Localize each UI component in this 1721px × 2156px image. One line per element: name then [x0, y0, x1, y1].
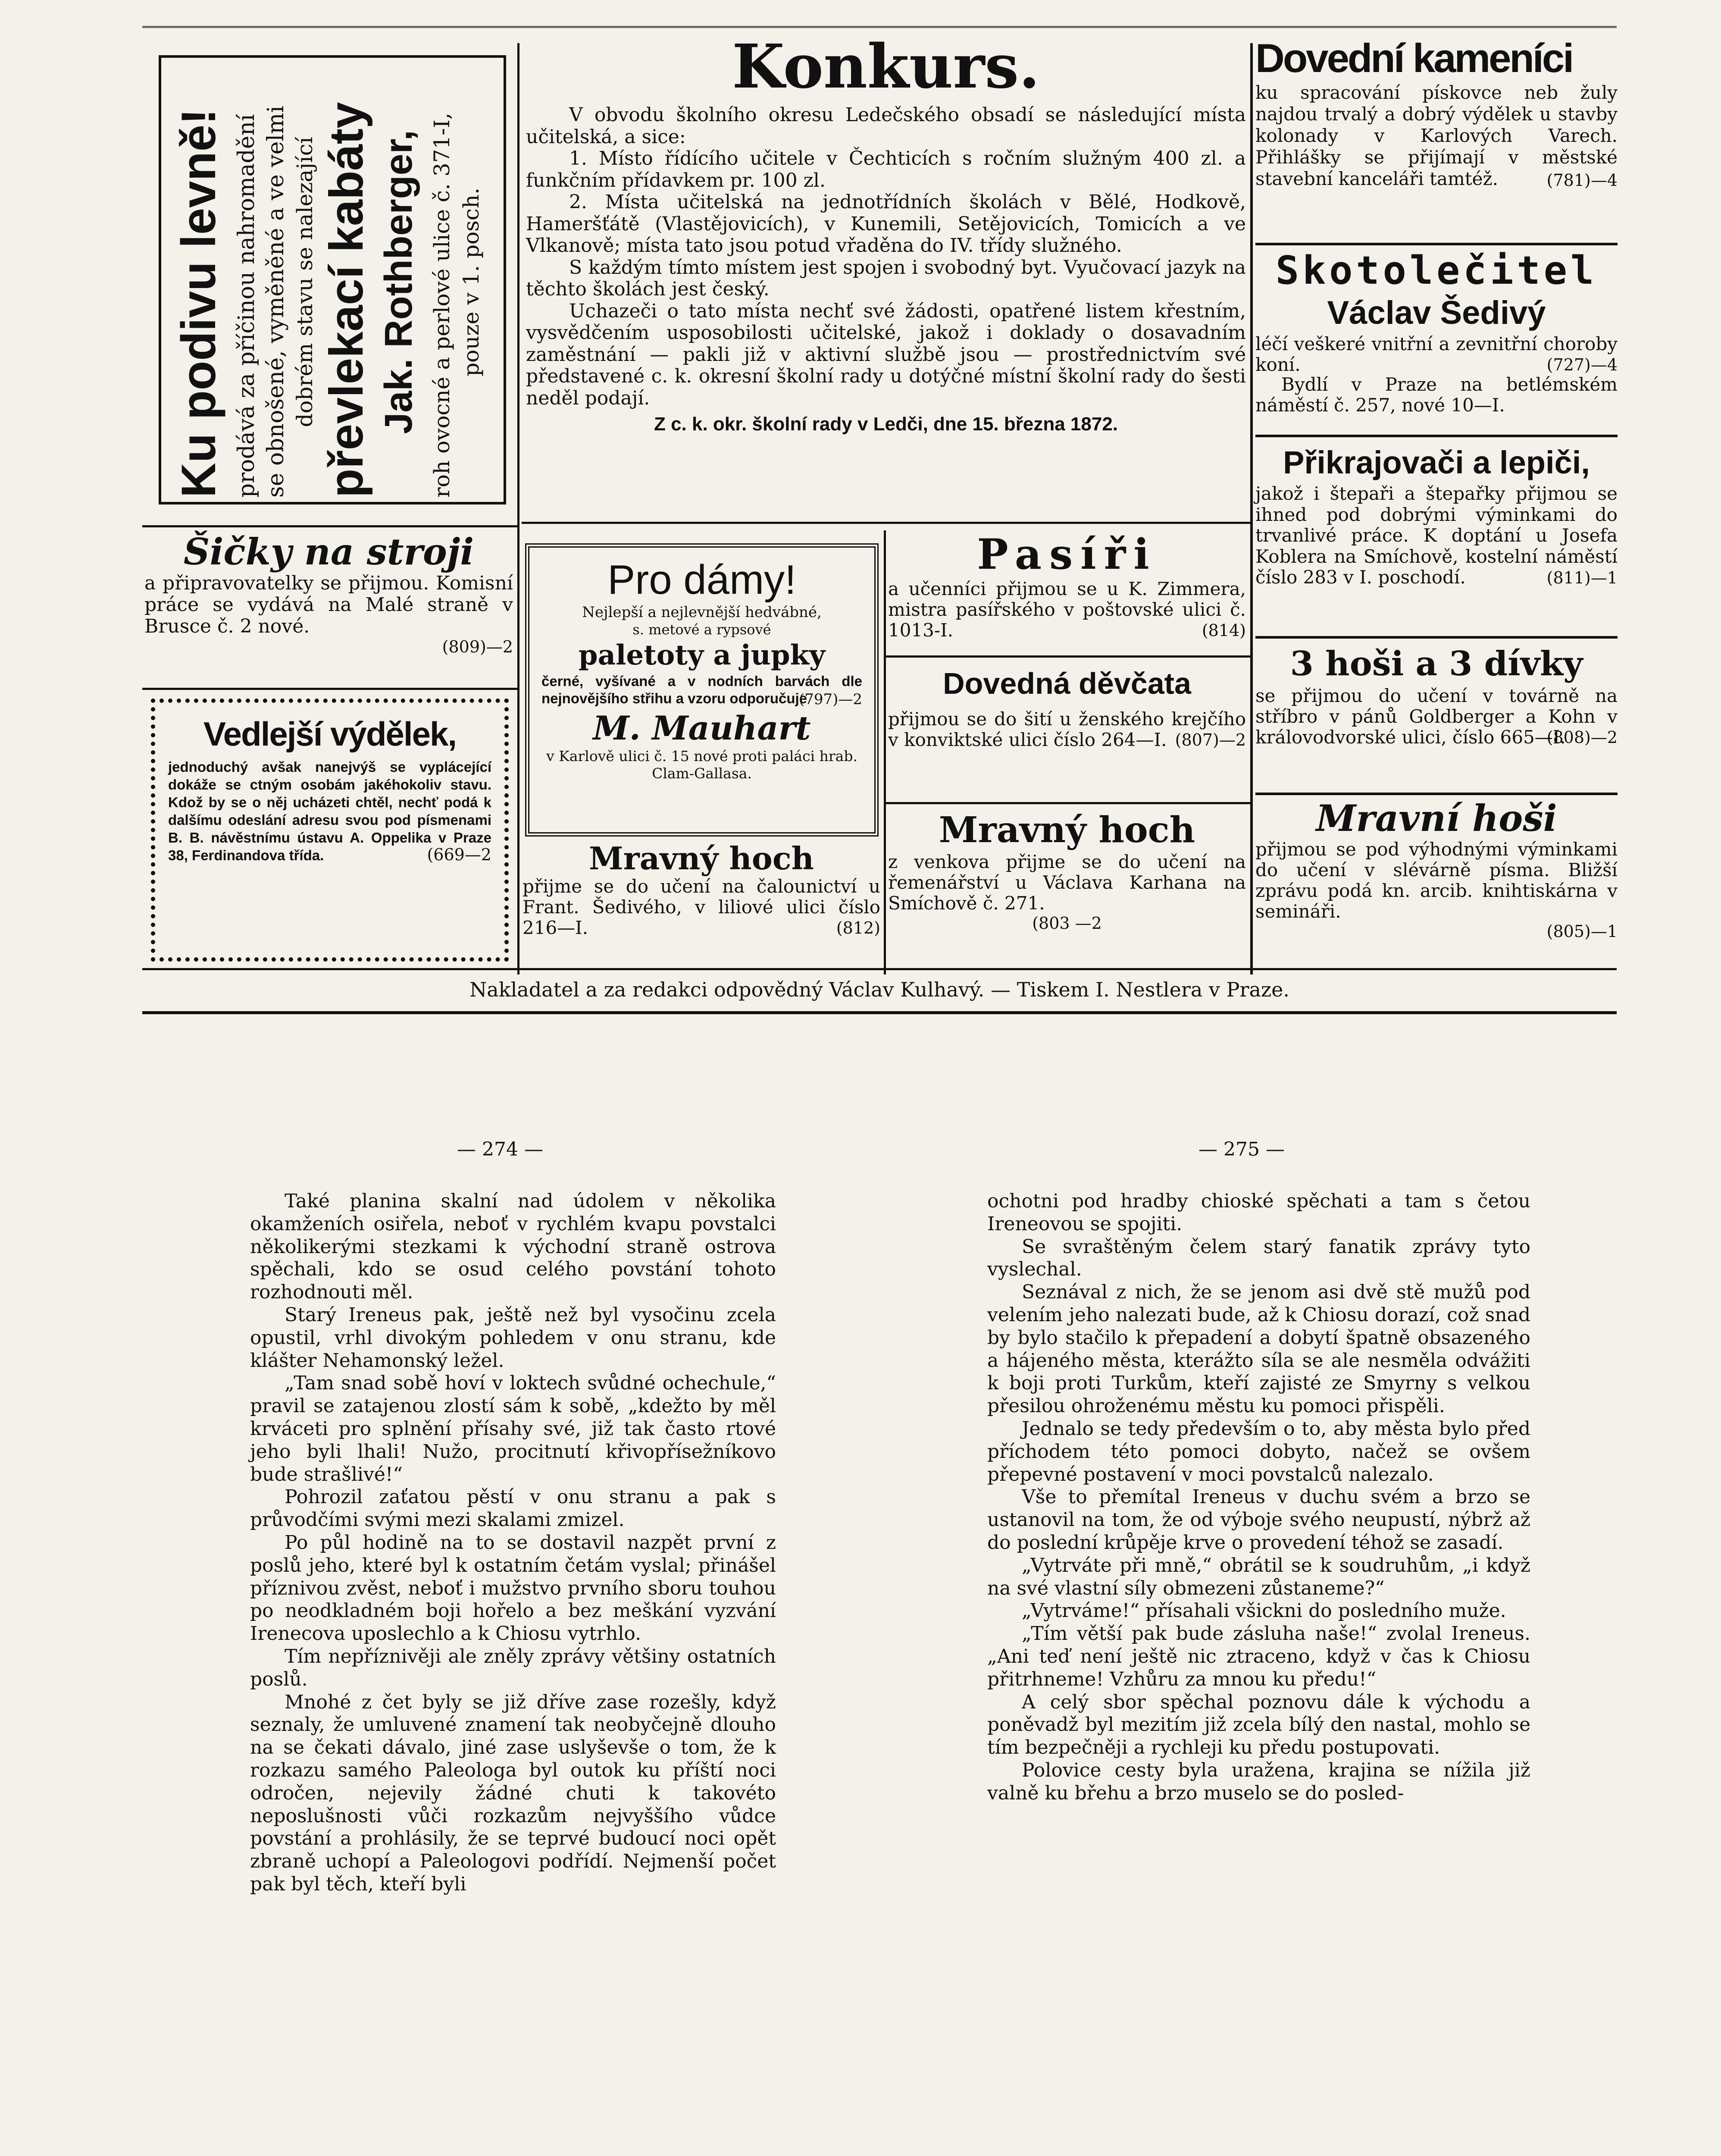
pro-damy-code: (797)—2 — [798, 691, 862, 708]
pasiri-body: a učenníci přijmou se u K. Zimmera, mistra pasířského v poštovské ulici č. 1013-I. — [888, 578, 1246, 641]
right-paragraph: „Vytrváme!“ přísahali všickni do posledního muže. — [1022, 1600, 1506, 1622]
footer-rule-bottom — [142, 1011, 1617, 1014]
right-paragraph: Seznával z nich, že se jenom asi dvě stě mužů pod velením jeho nalezati bude, až k Chiosu dorazí, což snad by bylo stačilo k přepadení a dobytí špatně obsazeného a hájeného města, kterážto síla se ale nesměla odvážiti k boji proti Turkům, kteří zajisté ze Smyrny s velkou přesilou ohroženému městu ku pomoci přispěli. — [987, 1281, 1530, 1417]
mravny-hoch-1-ad — [523, 841, 880, 966]
skotolecitel-ad — [1255, 249, 1618, 430]
right-paragraph: „Tím větší pak bude zásluha naše!“ zvolal Ireneus. „Ani teď není ještě nic ztraceno, když v čas k Chiosu přitrhneme! Vzhůru za mnou ku předu!“ — [987, 1623, 1530, 1690]
column-divider-3 — [1250, 43, 1253, 975]
right-paragraph: Se svraštěným čelem starý fanatik zprávy tyto vyslechal. — [987, 1235, 1530, 1281]
left-paragraph: Také planina skalní nad údolem v několika okamženích osiřela, neboť v rychlém kvapu povstalci několikerými stezkami k východní straně ostrova spěchali, kdo se osud celého povstání tohoto rozhodnouti měl. — [250, 1190, 776, 1304]
right-paragraph: „Vytrváte při mně,“ obrátil se k soudruhům, „i když na své vlastní síly obmezeni zůstaneme?“ — [987, 1554, 1530, 1599]
hosi-divky-title: 3 hoši a 3 dívky — [1290, 644, 1583, 683]
konkurs-bottom-rule — [522, 522, 1250, 524]
column-divider-2 — [884, 530, 886, 975]
vedlejsi-ad — [151, 699, 509, 962]
vedlejsi-body: jednoduchý avšak nanejvýš se vyplácející dokáže se ctným osobám jakéhokoliv stavu. Kdož by se o něj ucházeti chtěl, nechť podá k dalšímu odeslání adresu svou pod písmenami B. B. návěstnímu ústavu A. Oppelika v Praze 38, Ferdinandova třída. — [168, 759, 491, 863]
vedlejsi-code: (669—2 — [427, 845, 491, 864]
ku-podivu-name: Jak. Rothberger, — [377, 130, 420, 434]
skotolecitel-addr: Bydlí v Praze na betlémském náměstí č. 257, nové 10—I. — [1255, 374, 1618, 416]
pro-damy-line2: s. metové a rypsové — [632, 621, 771, 638]
dovedna-rule — [886, 802, 1250, 804]
konkurs-instructions: Uchazeči o tato místa nechť své žádosti, opatřené listem křestním, vysvědčením usposobilosti učitelské, jakož i doklady o dosavadním zaměstnání — pakli již v aktivní službě jsou — prostřednictvím své představené c. k. okresní školní rady u dotýčné místní školní rady do šesti neděl podají. — [526, 300, 1246, 409]
mravni-hosi-body: přijmou se pod výhodnými výminkami do učení v slévárně písma. Bližší zprávu podá kn. arcib. knihtiskárna v semináři. — [1255, 839, 1618, 922]
dovedna-code: (807)—2 — [1175, 730, 1246, 749]
mravni-hosi-code: (805)—1 — [1546, 922, 1618, 941]
hosi-divky-ad — [1255, 642, 1618, 789]
ku-podivu-ad — [159, 55, 506, 505]
pro-damy-addr: v Karlově ulici č. 15 nové proti paláci hrab. Clam-Gallasa. — [546, 748, 857, 782]
skotolecitel-body: léčí veškeré vnitřní a zevnitřní choroby koní. — [1255, 333, 1618, 375]
kamenici-ad — [1255, 34, 1618, 241]
skotolecitel-name: Václav Šedivý — [1327, 295, 1546, 331]
prikrajovaci-body: jakož i štepaři a štepařky přijmou se ihned pod dobrými výminkami do trvanlivé práce. K doptání u Josefa Koblera na Smíchově, kostelní náměstí číslo 283 v I. poschodí. — [1255, 483, 1618, 588]
pro-damy-title: Pro dámy! — [607, 557, 796, 603]
skotolecitel-code: (727)—4 — [1546, 355, 1618, 374]
right-paragraph: Jednalo se tedy především o to, aby města bylo před příchodem této pomoci dobyto, načež se ovšem přepevné postavení v moci povstalců nalezalo. — [987, 1417, 1530, 1485]
sicky-ad — [144, 531, 513, 682]
kamenici-body: ku spracování pískovce neb žuly najdou trvalý a dobrý výdělek u stavby kolonady v Karlových Varech. Přihlášky se přijímají v městské stavební kanceláři tamtéž. — [1255, 82, 1618, 189]
sicky-rule-top — [142, 525, 517, 527]
kamenici-code: (781)—4 — [1546, 171, 1618, 190]
dovedna-body: přijmou se do šití u ženského krejčího v konviktské ulici číslo 264—I. — [888, 708, 1246, 750]
pasiri-code: (814) — [1202, 621, 1246, 640]
hosi-divky-body: se přijmou do učení v továrně na stříbro v pánů Goldberger a Kohn v královodvorské ulici, číslo 665—I. — [1255, 685, 1618, 748]
left-paragraph: Po půl hodině na to se dostavil nazpět první z poslů jeho, které byl k ostatním četám vyslal; přinášel příznivou zvěst, neboť i mužstvo prvního sboru touhou po neodkladném boji hořelo a bez meškání vyzvání Irenecova uposlechlo a k Chiosu vytrhlo. — [250, 1531, 776, 1645]
sicky-body: a připravovatelky se přijmou. Komisní práce se vydává na Malé straně v Brusce č. 2 nové. — [144, 572, 513, 637]
sicky-title: Šičky na stroji — [183, 530, 474, 573]
left-paragraph: „Tam snad sobě hoví v loktech svůdné ochechule,“ pravil se zatajenou zlostí sám k sobě, „kdežto by měl krváceti pro splnění přísahy své, již tak často rtové jeho byli lhali! Nužo, procitnutí křivopřísežníkovo bude strašlivé!“ — [250, 1372, 776, 1485]
vedlejsi-title: Vedlejší výdělek, — [203, 715, 457, 753]
left-page-number: — 274 — — [457, 1138, 543, 1160]
ku-podivu-addr2: pouze v 1. posch. — [459, 188, 484, 376]
mravny-hoch-2-ad — [888, 808, 1246, 964]
pro-damy-body: černé, vyšívané a v nodních barvách dle nejnovějšího střihu a vzoru odporučuje — [541, 673, 862, 706]
left-paragraph: Pohrozil zaťatou pěstí v onu stranu a pak s průvodčími svými mezi skalami zmizel. — [250, 1486, 776, 1531]
newspaper-footer: Nakladatel a za redakci odpovědný Václav Kulhavý. — Tiskem I. Nestlera v Praze. — [469, 978, 1289, 1001]
sicky-code: (809)—2 — [442, 637, 513, 656]
column-divider-1 — [517, 43, 519, 975]
mravny-hoch-1-code: (812) — [836, 918, 880, 937]
left-paragraph: Starý Ireneus pak, ještě než byl vysočinu zcela opustil, vrhl divokým pohledem v onu stranu, kde klášter Nehamonský ležel. — [250, 1304, 776, 1372]
left-page-text — [250, 1190, 776, 1992]
konkurs-title: Konkurs. — [732, 31, 1040, 102]
konkurs-housing: S každým tímto místem jest spojen i svobodný byt. Vyučovací jazyk na těchto školách jest český. — [526, 256, 1246, 300]
pro-damy-ad — [525, 543, 879, 837]
right-page-text — [987, 1190, 1530, 1992]
pasiri-title: Pasíři — [977, 530, 1157, 579]
konkurs-signature: Z c. k. okr. školní rady v Ledči, dne 15. března 1872. — [654, 414, 1118, 435]
mravny-hoch-2-code: (803 —2 — [1032, 914, 1102, 933]
prikrajovaci-rule — [1255, 636, 1618, 639]
konkurs-item2: 2. Místa učitelská na jednotřídních školách v Bělé, Hodkově, Hameršťátě (Vlastějovicích), v Kunemili, Setějovicích, Tomicích a ve Vlkanově; místa tato jsou potud vřaděna do IV. třídy služného. — [526, 191, 1246, 257]
prikrajovaci-ad — [1255, 442, 1618, 632]
dovedna-ad — [888, 664, 1246, 802]
mravny-hoch-2-title: Mravný hoch — [939, 809, 1195, 851]
pasiri-ad — [888, 530, 1246, 660]
konkurs-item1: 1. Místo řídícího učitele v Čechticích s ročním služným 400 zl. a funkčním přídavkem pr. 100 zl. — [526, 147, 1246, 191]
footer-rule-top — [142, 968, 1617, 970]
ku-podivu-addr1: roh ovocné a perlové ulice č. 371-I, — [429, 113, 454, 498]
sicky-rule-bottom — [142, 688, 517, 690]
prikrajovaci-code: (811)—1 — [1546, 568, 1618, 587]
hosi-divky-code: (808)—2 — [1546, 728, 1618, 747]
right-paragraph: Vše to přemítal Ireneus v duchu svém a brzo se ustanovil na tom, že od výboje svého neupustí, nýbrž až do poslední krůpěje krve o provedení téhož se zasadí. — [987, 1486, 1530, 1554]
kamenici-rule — [1255, 243, 1618, 245]
hosi-divky-rule — [1255, 793, 1618, 795]
kamenici-title: Dovední kameníci — [1255, 35, 1573, 81]
top-border — [142, 26, 1617, 28]
mravni-hosi-title: Mravní hoši — [1316, 797, 1557, 840]
dovedna-title: Dovedná děvčata — [943, 667, 1191, 700]
mravni-hosi-ad — [1255, 798, 1618, 962]
konkurs-ad — [526, 31, 1246, 517]
right-paragraph: Polovice cesty byla uražena, krajina se nížila již valně ku břehu a brzo muselo se do posled- — [987, 1759, 1530, 1804]
right-page-number: — 275 — — [1198, 1138, 1285, 1160]
skotolecitel-rule — [1255, 435, 1618, 437]
pasiri-rule — [886, 655, 1250, 658]
mravny-hoch-1-body: přijme se do učení na čalounictví u Frant. Šedivého, v liliové ulici číslo 216—I. — [523, 876, 880, 938]
ku-podivu-title: Ku podivu levně! — [172, 108, 225, 498]
ku-podivu-line3: dobrém stavu se nalezající — [292, 137, 317, 427]
prikrajovaci-title: Přikrajovači a lepiči, — [1283, 445, 1590, 480]
skotolecitel-title: Skotolečitel — [1275, 248, 1598, 293]
right-paragraph: A celý sbor spěchal poznovu dále k východu a poněvadž byl mezitím již zcela bílý den nastal, mohlo se tím bezpečněji a rychleji ku předu postupovati. — [987, 1691, 1530, 1759]
ku-podivu-line2: se obnošené, vyměněné a ve velmi — [263, 106, 289, 498]
right-paragraph: ochotni pod hradby chioské spěchati a tam s četou Ireneovou se spojiti. — [987, 1190, 1530, 1235]
left-paragraph: Tím nepříznivěji ale zněly zprávy většiny ostatních poslů. — [250, 1645, 776, 1690]
pro-damy-name: M. Mauhart — [593, 709, 811, 747]
left-paragraph: Mnohé z čet byly se již dříve zase rozešly, když seznaly, že umluvené znamení tak neobyčejně dlouho na se čekati dávalo, jiné zase uslyševše o tom, že k rozkazu samého Paleologa byl outok ku příští noci odročen, nejevily žádné chuti k takovéto neposlušnosti vůči rozkazům nejvyššího vůdce povstání a prohlásily, že se teprvé budoucí noci opět zbraně uchopí a Paleologovi podřídí. Nejmenší počet pak byl těch, kteří byli — [250, 1691, 776, 1895]
ku-podivu-heading: převlekací kabáty — [320, 102, 373, 498]
konkurs-intro: V obvodu školního okresu Ledečského obsadí se následující místa učitelská, a sice: — [526, 104, 1246, 148]
ku-podivu-line1: prodává za příčinou nahromadění — [234, 114, 260, 498]
pro-damy-heading: paletoty a jupky — [578, 639, 826, 671]
pro-damy-line1: Nejlepší a nejlevnější hedvábné, — [582, 604, 822, 621]
mravny-hoch-2-body: z venkova přijme se do učení na řemenářství u Václava Karhana na Smíchově č. 271. — [888, 851, 1246, 914]
mravny-hoch-1-title: Mravný hoch — [589, 840, 814, 877]
